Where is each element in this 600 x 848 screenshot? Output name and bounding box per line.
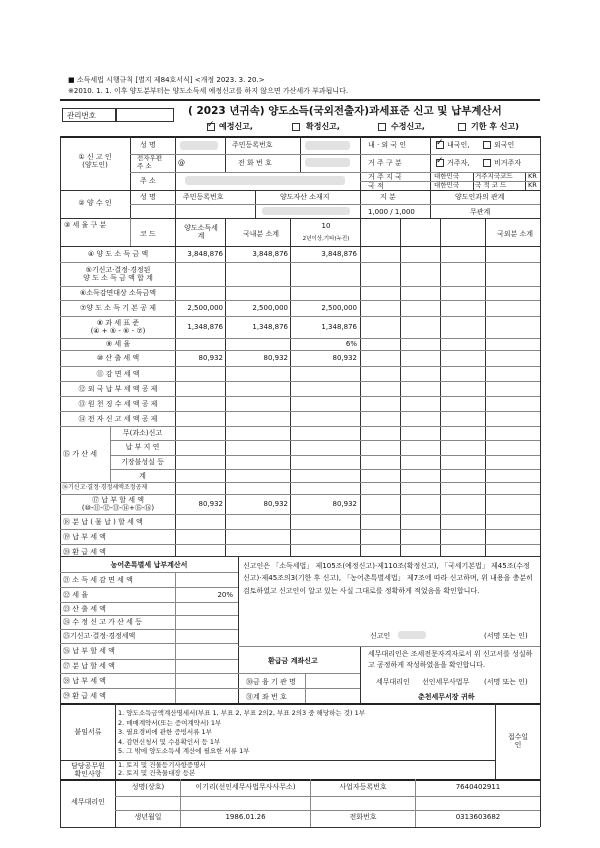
- row-18-label: ⑱ 분 납 ( 물 납 ) 할 세 액: [63, 518, 143, 526]
- nonresident-checkbox[interactable]: [483, 159, 491, 167]
- resident-checkbox[interactable]: [436, 159, 444, 167]
- row-20-label: ⑳ 환 급 세 액: [63, 548, 106, 556]
- col-rate-code: 10: [321, 222, 331, 230]
- applicant-tel-label: 전 화 번 호: [238, 159, 272, 167]
- row-16-label: ⑯기신고·결정·경정세액조정공제: [62, 484, 148, 491]
- attachment-item: 3. 필요경비에 관한 증빙서류 1부: [118, 728, 212, 736]
- tax-office: 춘천세무서장 귀하: [418, 693, 475, 701]
- account-number-label: ㉛계 좌 번 호: [246, 693, 287, 701]
- nationality-country-label: 국 적: [368, 182, 384, 190]
- rural-row-label: ㉓ 산 출 세 액: [63, 604, 106, 613]
- relation-value: 무관계: [470, 208, 491, 216]
- col-total-label: 양도소득세 계: [184, 224, 218, 241]
- agent-name-value: 이기리(선인세무사법무사사무소): [195, 783, 296, 791]
- signer-label: 신고인: [370, 632, 391, 640]
- calc-row-label: ⑭ 전 자 신 고 세 액 공 제: [78, 414, 158, 423]
- calc-row-domestic: 3,848,876: [252, 250, 288, 258]
- agent-sign-label: 세무대리인: [376, 678, 410, 686]
- row-17-rate: 80,932: [332, 500, 357, 508]
- rural-row-value: 20%: [217, 590, 233, 599]
- transferee-rrn-col: 주민등록번호: [183, 193, 224, 201]
- domestic-checkbox[interactable]: [436, 141, 444, 149]
- preliminary-return-checkbox[interactable]: [207, 123, 215, 131]
- amended-return-checkbox[interactable]: [378, 123, 386, 131]
- col-foreign-label: 국외분 소계: [497, 230, 534, 238]
- country-code-label: 거주지국코드: [475, 172, 513, 180]
- col-domestic-label: 국내분 소계: [243, 230, 280, 238]
- asset-location-redacted: [262, 207, 350, 215]
- foreign-checkbox[interactable]: [483, 141, 491, 149]
- calc-row-rate: 1,348,876: [321, 323, 357, 331]
- calc-row-label: ⑨ 세 율: [105, 340, 131, 348]
- code-label: 코 드: [140, 230, 156, 238]
- management-number-field[interactable]: [116, 108, 174, 122]
- row-19-label: ⑲ 납 부 세 액: [63, 533, 106, 541]
- calc-row-label: ⑫ 외 국 납 부 세 액 공 제: [78, 384, 158, 393]
- attachment-item: 5. 그 밖에 양도소득세 계산에 필요한 서류 1부: [118, 747, 250, 755]
- late-return-label: 기한 후 신고): [471, 122, 519, 131]
- agent-declaration-text: 세무대리인은 조세전문자격자로서 위 신고서를 성실하고 공정하게 작성하였음을 확인합니다.: [368, 650, 533, 670]
- country-label: 거 주 지 국: [368, 173, 402, 181]
- signer-sign-note: (서명 또는 인): [484, 632, 528, 640]
- agent-dob-label: 생년월일: [134, 813, 162, 821]
- form-title: ( 2023 년귀속) 양도소득(국외전출자)과세표준 신고 및 납부계산서: [188, 105, 502, 117]
- attachment-item: 2. 매매계약서(또는 증여계약서) 1부: [118, 718, 222, 727]
- official-check-label: 담당공무원 확인사항: [71, 762, 105, 779]
- resident-label: 거주자,: [447, 159, 470, 167]
- final-return-checkbox[interactable]: [292, 123, 300, 131]
- calc-row-label: ④ 양 도 소 득 금 액: [87, 250, 149, 258]
- penalty-label: ⑮ 가 산 세: [63, 450, 97, 458]
- applicant-name-label: 성 명: [140, 141, 156, 149]
- col-rate-desc: 2년이상,기타(누진): [302, 236, 350, 242]
- applicant-email-label: 전자우편 주 소: [137, 154, 163, 170]
- bank-name-label: ㉚금 융 기 관 명: [246, 678, 296, 686]
- agent-dob-value: 1986.01.26: [225, 813, 266, 821]
- row-17-label: ⑰ 납 부 할 세 액 (⑩-⑪-⑫-⑬-⑭+⑮-⑯): [81, 496, 155, 513]
- final-return-label: 확정신고,: [306, 122, 340, 131]
- domestic-label: 내국인,: [447, 141, 470, 149]
- calc-row-rate: 3,848,876: [321, 250, 357, 258]
- calc-row-rate: 2,500,000: [321, 304, 357, 312]
- official-check-item: 1. 토지 및 건물등기사항증명서: [118, 761, 206, 769]
- penalty-row-label: 무(과소)신고: [122, 429, 163, 437]
- relation-col: 양도인과의 관계: [455, 193, 505, 201]
- foreign-label: 외국인: [494, 141, 515, 149]
- attachment-item: 4. 감면신청서 및 수용확인서 등 1부: [118, 737, 221, 746]
- agent-sign-name: 선인세무사법무: [422, 678, 470, 686]
- calc-row-label: ⑬ 원 천 징 수 세 액 공 제: [78, 399, 158, 408]
- applicant-name-redacted: [180, 141, 218, 150]
- calc-row-rate: 80,932: [332, 354, 357, 362]
- agent-bizno-label: 사업자등록번호: [339, 783, 387, 791]
- agent-name-label: 성명(상호): [131, 783, 165, 791]
- share-value: 1,000 / 1,000: [368, 208, 415, 216]
- rural-row-label: ㉙ 환 급 세 액: [63, 691, 106, 700]
- rural-row-label: ㉕기신고·결정·경정세액: [63, 632, 136, 640]
- transferee-label: ② 양 수 인: [78, 199, 112, 207]
- official-check-item: 2. 토지 및 건축물대장 등본: [118, 769, 196, 777]
- penalty-notice: ※2010. 1. 1. 이후 양도분부터는 양도소득세 예정신고를 하지 않으면 가산세가 부과됩니다.: [68, 87, 349, 95]
- calc-row-domestic: 2,500,000: [252, 304, 288, 312]
- calc-row-label: ⑥소득감면대상 소득금액: [79, 289, 157, 297]
- management-number-label: 관리번호: [67, 111, 96, 120]
- row-17-total: 80,932: [198, 500, 223, 508]
- agent-tel-value: 0313603682: [455, 813, 501, 821]
- refund-account-title: 환급금 계좌신고: [268, 657, 318, 665]
- rural-row-label: ㉖ 납 부 할 세 액: [63, 647, 115, 655]
- applicant-rrn-redacted: [305, 141, 350, 150]
- calc-row-label: ⑦양 도 소 득 기 본 공 제: [80, 304, 156, 312]
- preliminary-return-label: 예정신고,: [219, 122, 253, 131]
- applicant-address-redacted: [185, 176, 345, 185]
- calc-row-label: ⑧ 과 세 표 준 (④ + ⑤ - ⑥ - ⑦): [90, 319, 146, 336]
- calc-row-label: ⑩ 산 출 세 액: [96, 354, 140, 362]
- country-value: 대한민국: [434, 172, 460, 180]
- agent-tel-label: 전화번호: [349, 813, 377, 821]
- applicant-rrn-label: 주민등록번호: [232, 141, 273, 149]
- tax-rate-type-label: ③ 세 율 구 분: [64, 221, 107, 229]
- calc-row-domestic: 1,348,876: [252, 323, 288, 331]
- nationality-code-value: KR: [528, 181, 537, 189]
- rural-row-label: ㉘ 납 부 세 액: [63, 676, 106, 685]
- rural-row-label: ㉔ 수 정 신 고 가 산 세 등: [63, 618, 142, 626]
- receipt-stamp: 접수일 인: [507, 733, 529, 750]
- row-17-domestic: 80,932: [263, 500, 288, 508]
- calc-row-label: ⑪ 감 면 세 액: [96, 369, 140, 378]
- applicant-label: ① 신 고 인 (양도인): [78, 153, 112, 170]
- transferee-name-col: 성 명: [140, 193, 156, 201]
- calc-row-total: 1,348,876: [187, 323, 223, 331]
- penalty-row-label: 납 부 지 연: [125, 443, 160, 451]
- residency-label: 거 주 구 분: [368, 159, 402, 167]
- calc-row-total: 3,848,876: [187, 250, 223, 258]
- applicant-tel-redacted: [305, 158, 350, 167]
- applicant-address-label: 주 소: [140, 177, 156, 185]
- nationality-code-label: 국 적 코 드: [475, 181, 507, 189]
- agent-sign-note: (서명 또는 인): [484, 678, 528, 686]
- rural-tax-title: 농어촌특별세 납부계산서: [110, 561, 188, 569]
- calc-row-total: 2,500,000: [187, 304, 223, 312]
- penalty-row-label: 계: [139, 472, 146, 480]
- applicant-email-value: @: [178, 159, 185, 167]
- nonresident-label: 비거주자: [494, 159, 522, 167]
- rural-row-label: ㉑ 소 득 세 감 면 세 액: [63, 575, 133, 584]
- penalty-row-label: 기장불성실 등: [121, 458, 164, 466]
- rural-row-label: ㉒ 세 율: [63, 590, 88, 599]
- nationality-label: 내 · 외 국 인: [368, 141, 407, 149]
- asset-location-col: 양도자산 소재지: [280, 193, 330, 201]
- calc-row-domestic: 80,932: [263, 354, 288, 362]
- signer-name-redacted: [398, 631, 426, 639]
- form-law-reference: ■ 소득세법 시행규칙 [별지 제84호서식] <개정 2023. 3. 20.>: [68, 76, 265, 84]
- late-return-checkbox[interactable]: [458, 123, 466, 131]
- nationality-country-value: 대한민국: [434, 181, 460, 189]
- country-code-value: KR: [528, 172, 537, 180]
- management-number-label-box: [62, 108, 116, 122]
- calc-row-label: ⑤기신고·결정·경정된 양 도 소 득 금 액 합 계: [83, 266, 153, 283]
- amended-return-label: 수정신고,: [391, 122, 425, 131]
- rural-row-label: ㉗ 분 납 할 세 액: [63, 662, 115, 670]
- declaration-text: 신고인은 「소득세법」 제105조(예정신고)·제110조(확정신고), 「국세기본법」 제45조(수정신고)·제45조의3(기한 후 신고), 「농어촌특별세법」 제7조에 따라 신고하며, 위 내용을 충분히 검토하였고 신고인이 알고 있는 사실 그대로를 정확하게 적었음을 확인합니다.: [243, 562, 533, 595]
- calc-row-rate: 6%: [345, 340, 357, 348]
- tax-agent-label: 세무대리인: [71, 798, 105, 806]
- attachment-item: 1. 양도소득금액계산명세서(부표 1, 부표 2, 부표 2의2, 부표 2의3 중 해당하는 것) 1부: [118, 709, 366, 717]
- attachments-label: 붙임서류: [74, 728, 102, 736]
- calc-row-total: 80,932: [198, 354, 223, 362]
- share-col: 지 분: [380, 193, 396, 201]
- agent-bizno-value: 7640402911: [455, 783, 501, 791]
